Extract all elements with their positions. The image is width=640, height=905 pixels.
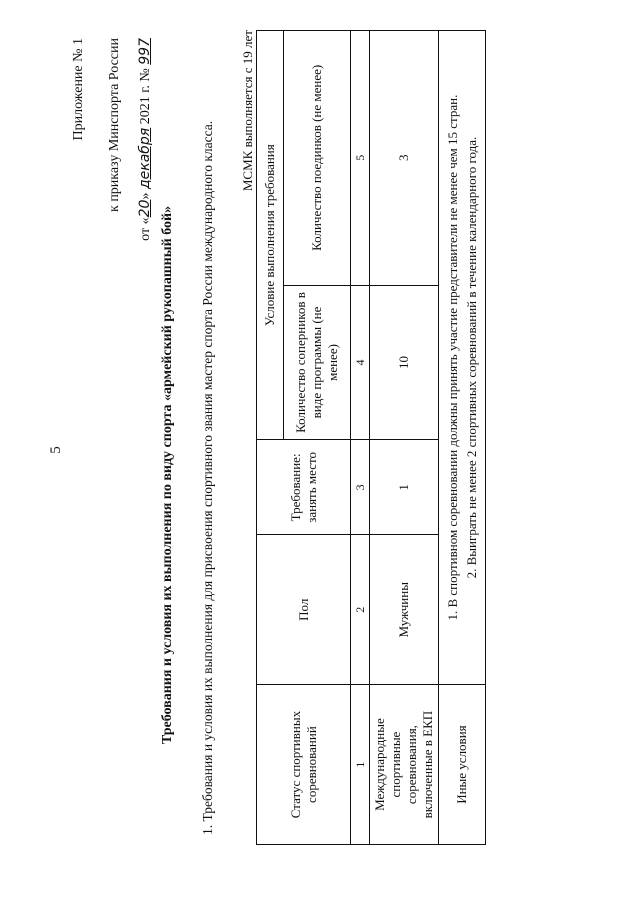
date-day: 20 (137, 199, 153, 218)
other-conditions-label: Иные условия (439, 685, 486, 845)
other-condition-item: 2. Выиграть не менее 2 спортивных соревнований в течение календарного года. (463, 136, 479, 579)
date-year: 2021 г. № (138, 68, 153, 125)
header-gender: Пол (257, 535, 351, 685)
appendix-title: Приложение № 1 (71, 38, 86, 141)
other-conditions-text (439, 31, 486, 685)
table-row-other-conditions (439, 31, 486, 845)
header-bouts: Количество поединков (не менее) (284, 31, 351, 286)
appendix-date-line (136, 38, 155, 241)
column-number: 3 (351, 440, 370, 535)
header-opponents: Количество соперников в виде программы (не менее) (284, 285, 351, 440)
column-number: 5 (351, 31, 370, 286)
table-row (370, 31, 439, 845)
date-prefix: от « (138, 217, 153, 241)
msmk-note: МСМК выполняется с 19 лет (240, 30, 255, 192)
page-number: 5 (48, 446, 64, 454)
requirements-table (256, 30, 486, 845)
cell-bouts: 3 (370, 31, 439, 286)
column-number: 1 (351, 685, 370, 845)
cell-opponents: 10 (370, 285, 439, 440)
header-status: Статус спортивных соревнований (257, 685, 351, 845)
section-heading: 1. Требования и условия их выполнения для присвоения спортивного звания мастер спорта России международного класса. (200, 120, 215, 835)
cell-place: 1 (370, 440, 439, 535)
header-condition-group: Условие выполнения требования (257, 31, 284, 440)
column-number: 4 (351, 285, 370, 440)
appendix-order: к приказу Минспорта России (107, 38, 122, 212)
date-mid: » (138, 192, 153, 200)
cell-gender: Мужчины (370, 535, 439, 685)
document-title: Требования и условия их выполнения по виду спорта «армейский рукопашный бой» (160, 205, 175, 745)
cell-status: Международные спортивные соревнования, включенные в ЕКП (370, 685, 439, 845)
date-month: декабря (137, 127, 153, 190)
order-number: 997 (137, 38, 153, 65)
column-number: 2 (351, 535, 370, 685)
other-condition-item: 1. В спортивном соревновании должны принять участие представители не менее чем 15 стран. (444, 94, 460, 621)
header-requirement: Требование: занять место (257, 440, 351, 535)
